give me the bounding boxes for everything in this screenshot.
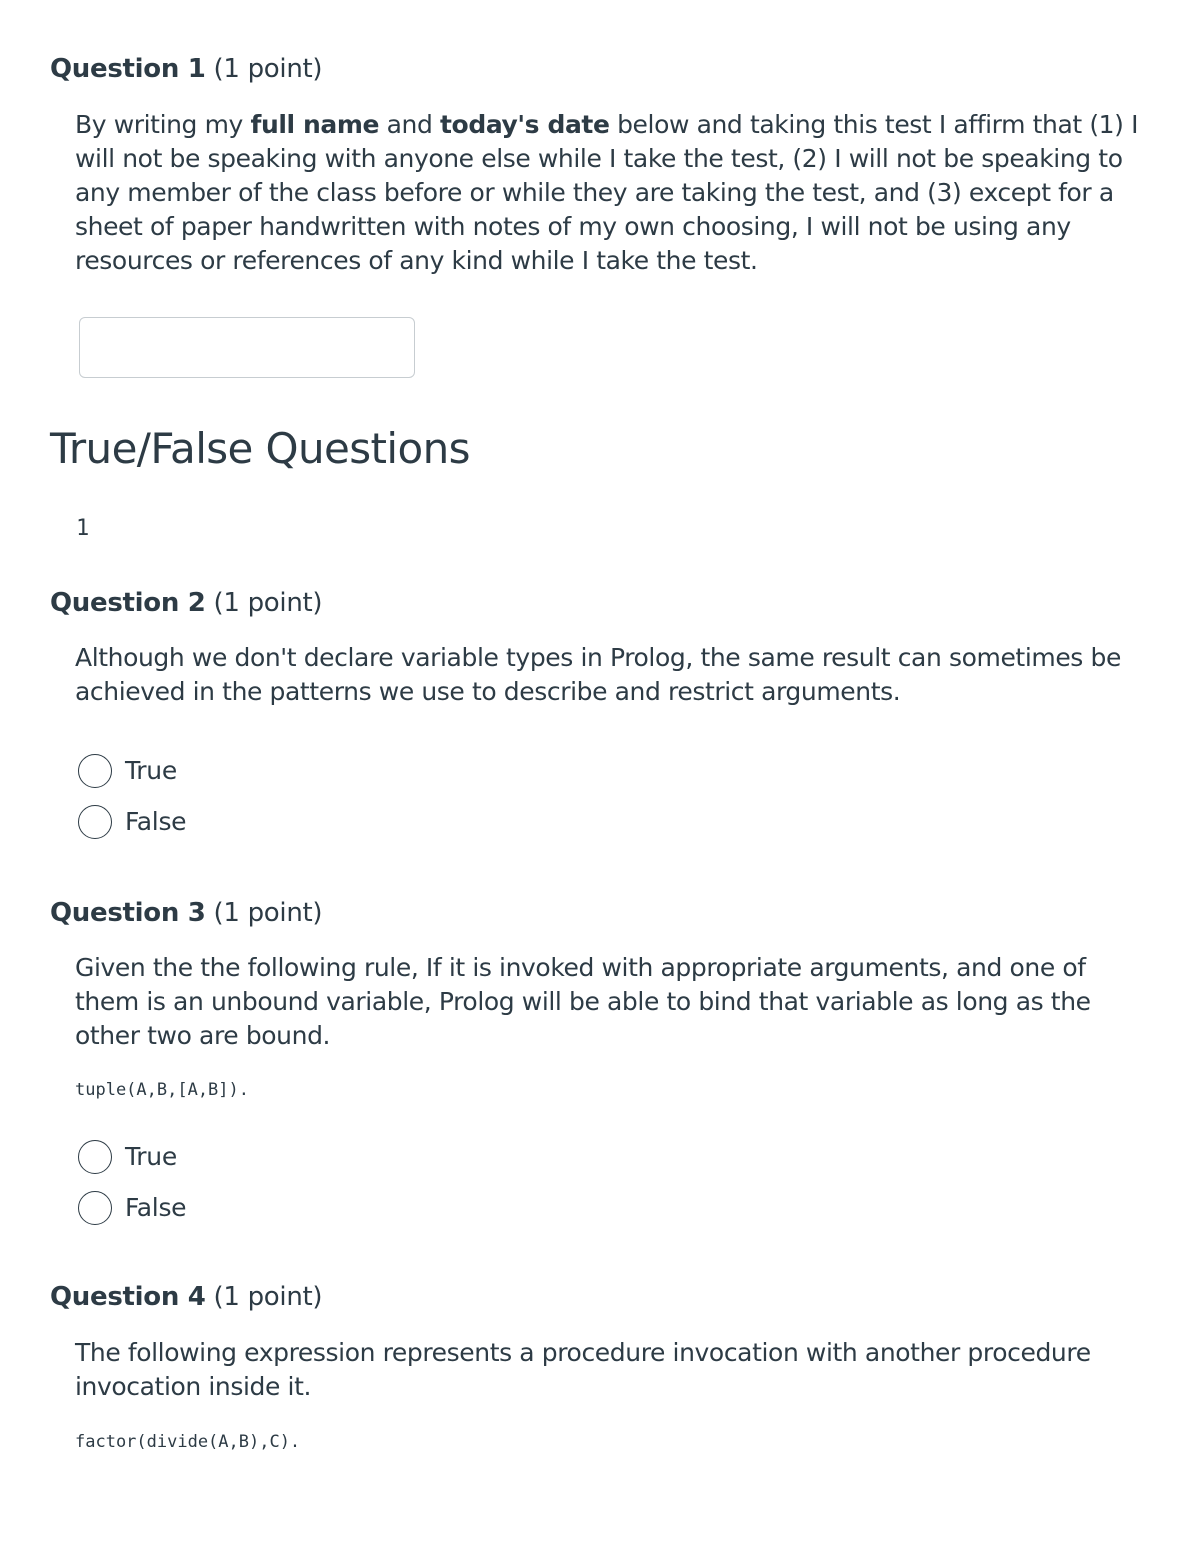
question-2-text: Although we don't declare variable types in Prolog, the same result can sometimes be achieved in the patterns we use to describe and restrict arguments. [75,643,1121,706]
question-points: (1 point) [213,54,323,84]
question-3-text: Given the the following rule, If it is invoked with appropriate arguments, and one of them is an unbound variable, Prolog will be able to bind that variable as long as the other two are bound. [75,953,1091,1050]
question-title: Question 1 [50,54,206,84]
question-title: Question 2 [50,588,206,618]
question-text-part: below and taking this test I affirm that (1) I will not be speaking with anyone else while I take the test, (2) I will not be speaking to any member of the class before or while they are taking the test, and (3) except for a sheet of paper handwritten with notes of my own choosing, I will not be using any resources or references of any kind while I take the test. [75,110,1139,275]
radio-button[interactable] [78,754,112,788]
question-title: Question 4 [50,1282,206,1312]
code-snippet: tuple(A,B,[A,B]). [75,1080,249,1100]
question-text-bold: today's date [440,110,610,139]
option-label[interactable]: False [125,1193,187,1222]
question-points: (1 point) [213,898,323,928]
radio-button[interactable] [78,805,112,839]
option-label[interactable]: True [125,756,177,785]
question-4-header [50,1281,322,1313]
radio-button[interactable] [78,1140,112,1174]
question-1-header [50,53,322,85]
radio-button[interactable] [78,1191,112,1225]
question-4-text: The following expression represents a procedure invocation with another procedure invocation inside it. [75,1338,1091,1401]
section-number: 1 [76,516,90,541]
question-text-part: By writing my [75,110,251,139]
question-title: Question 3 [50,898,206,928]
option-false[interactable] [78,802,186,842]
option-true[interactable] [78,1137,177,1177]
option-label[interactable]: True [125,1142,177,1171]
question-points: (1 point) [213,1282,323,1312]
question-1-text [75,108,1155,278]
code-snippet: factor(divide(A,B),C). [75,1432,301,1452]
question-text-bold: full name [250,110,380,139]
option-false[interactable] [78,1188,186,1228]
question-2-header [50,587,322,619]
option-label[interactable]: False [125,807,187,836]
question-text-part: and [379,110,440,139]
question-points: (1 point) [213,588,323,618]
section-heading: True/False Questions [50,424,470,473]
question-3-header [50,897,322,929]
option-true[interactable] [78,751,177,791]
name-date-input[interactable] [79,317,415,378]
